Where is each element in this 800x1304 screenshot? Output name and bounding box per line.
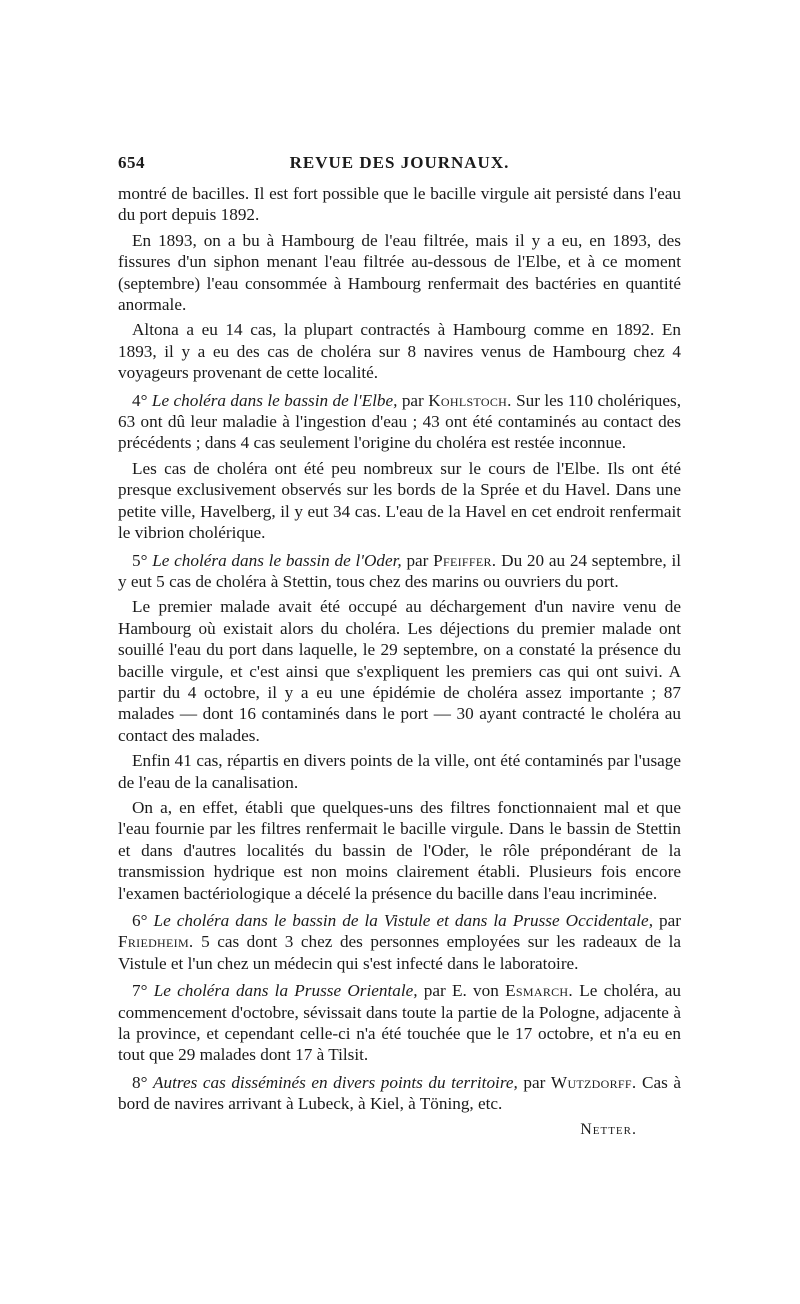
section-author: Pfeiffer.: [433, 550, 497, 570]
section-title: Autres cas disséminés en divers points du territoire,: [153, 1072, 518, 1092]
section-number: 5°: [132, 550, 148, 570]
section-text: Du 20 au 24 septembre, il y eut 5 cas de choléra à Stettin, tous chez des marins ou ouvriers du port.: [118, 550, 682, 591]
by-word: par: [523, 1072, 546, 1092]
by-word: par: [659, 911, 681, 930]
by-word: par: [401, 390, 424, 410]
section-7: [118, 980, 681, 1066]
section-text: Cas à bord de navires arrivant à Lubeck, à Kiel, à Töning, etc.: [118, 1072, 682, 1114]
section-title: Le choléra dans le bassin de l'Oder,: [152, 550, 402, 570]
section-number: 8°: [132, 1072, 148, 1092]
section-4: [118, 390, 681, 454]
paragraph: Enfin 41 cas, répartis en divers points de la ville, ont été contaminés par l'usage de l'eau de la canalisation.: [118, 751, 681, 792]
section-author: Esmarch.: [505, 981, 573, 1001]
section-text: 5 cas dont 3 chez des personnes employées sur les radeaux de la Vistule et l'un chez un médecin qui s'est infecté dans le laboratoire.: [118, 932, 681, 973]
paragraph: On a, en effet, établi que quelques-uns des filtres fonctionnaient mal et que l'eau fournie par les filtres renfermait le bacille virgule. Dans le bassin de Stettin et dans d'autres localités du bassin de l'Oder, le rôle prépondérant de la transmission hydrique est non moins clairement établi. Plusieurs fois encore l'examen bactériologique a décelé la présence du bacille dans l'eau incriminée.: [118, 797, 681, 903]
section-number: 6°: [132, 911, 148, 930]
section-text: Le choléra, au commencement d'octobre, sévissait dans toute la partie de la Pologne, adjacente à la province, et cependant celle-ci n'a été touchée que le 17 octobre, et n'a eu en tout que 29 malades dont 17 à Tilsit.: [118, 981, 682, 1065]
article-body: [118, 183, 681, 1140]
section-title: Le choléra dans le bassin de l'Elbe,: [151, 390, 398, 410]
section-title: Le choléra dans le bassin de la Vistule et dans la Prusse Occidentale,: [153, 911, 653, 930]
paragraph: Les cas de choléra ont été peu nombreux sur le cours de l'Elbe. Ils ont été presque exclusivement observés sur les bords de la Sprée et du Havel. Dans une petite ville, Havelberg, il y eut 34 cas. L'eau de la Havel en cet endroit renfermait le vibrion cholérique.: [118, 458, 681, 543]
section-6: [118, 910, 681, 974]
section-number: 4°: [132, 390, 148, 410]
section-author: Kohlstoch.: [428, 390, 512, 410]
author-signature: Netter.: [580, 1120, 637, 1138]
section-5: [118, 550, 681, 593]
section-author: Wutzdorff.: [550, 1072, 637, 1092]
by-word: par: [406, 550, 429, 570]
section-title: Le choléra dans la Prusse Orientale,: [153, 981, 418, 1001]
section-number: 7°: [132, 981, 148, 1001]
section-author: Friedheim.: [118, 932, 194, 952]
page-header: [118, 153, 681, 177]
section-8: [118, 1072, 681, 1115]
section-text: Sur les 110 cholériques, 63 ont dû leur maladie à l'ingestion d'eau ; 43 ont été contaminés au contact des précédents ; dans 4 cas seulement l'origine du choléra est restée inconnue.: [118, 390, 682, 453]
paragraph: Le premier malade avait été occupé au déchargement d'un navire venu de Hambourg où existait alors du choléra. Les déjections du premier malade ont souillé l'eau du port dans laquelle, le 29 septembre, on a constaté la présence du bacille virgule, et c'est ainsi que s'expliquent les premiers cas qui ont suivi. A partir du 4 octobre, il y a eu une épidémie de choléra assez importante ; 87 malades — dont 16 contaminés dans le port — 30 ayant contracté le choléra au contact des malades.: [118, 597, 681, 745]
running-title: REVUE DES JOURNAUX.: [289, 153, 510, 172]
paragraph: montré de bacilles. Il est fort possible que le bacille virgule ait persisté dans l'eau du port depuis 1892.: [118, 184, 681, 225]
by-word: par E. von: [423, 981, 499, 1001]
page-number: 654: [118, 153, 145, 172]
paragraph: Altona a eu 14 cas, la plupart contractés à Hambourg comme en 1892. En 1893, il y a eu des cas de choléra sur 8 navires venus de Hambourg chez 4 voyageurs provenant de cette localité.: [118, 320, 681, 383]
paragraph: En 1893, on a bu à Hambourg de l'eau filtrée, mais il y a eu, en 1893, des fissures d'un siphon menant l'eau filtrée au-dessous de l'Elbe, et à ce moment (septembre) l'eau consommée à Hambourg renfermait des bactéries en quantité anormale.: [118, 230, 681, 315]
